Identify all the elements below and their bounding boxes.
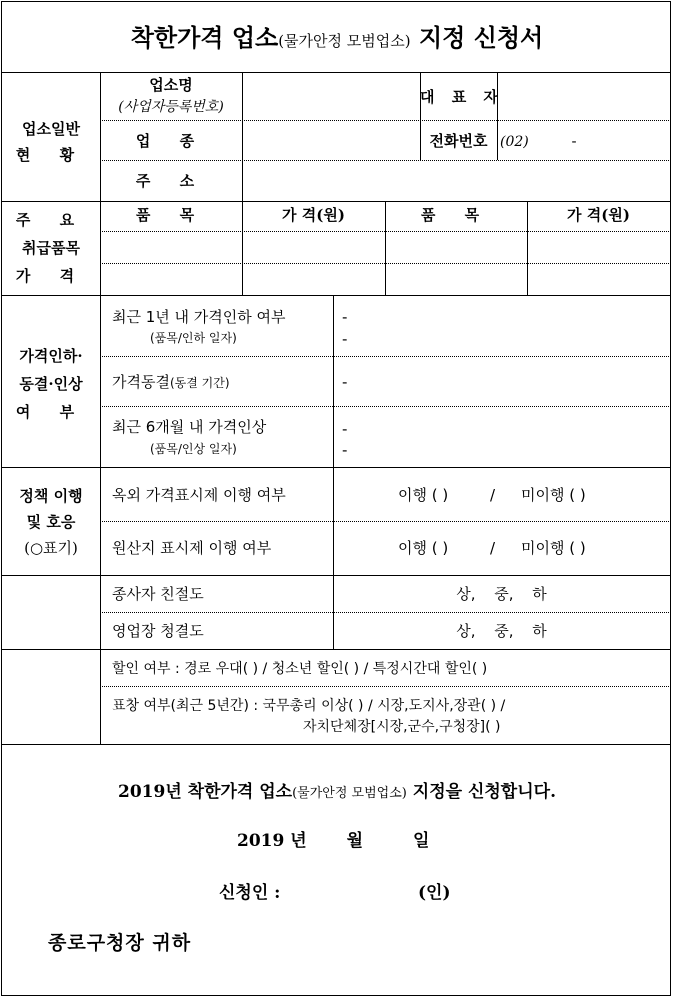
application-statement-paren: (물가안정 모범업소) — [292, 786, 407, 801]
origin-label: 원산지 표시제 이행 여부 — [112, 539, 272, 557]
cleanliness-rating[interactable]: 상, 중, 하 — [456, 622, 547, 640]
price-freeze-label-main: 가격동결 — [112, 373, 170, 391]
price-cut-sub: (품목/인하 일자) — [150, 331, 237, 345]
date-month: 월 — [346, 831, 364, 851]
price-rise-dash-2[interactable]: - — [342, 441, 348, 459]
biz-reg-no-label: (사업자등록번호) — [118, 99, 224, 115]
item-cell[interactable] — [386, 232, 526, 262]
price-change-label-1: 가격인하· — [19, 347, 83, 365]
form-title-main: 착한가격 업소 — [130, 23, 279, 52]
address-label: 주 소 — [135, 172, 207, 190]
price-cut-label: 최근 1년 내 가격인하 여부 — [112, 308, 286, 326]
item-cell[interactable] — [101, 264, 241, 294]
col-item-2: 품 목 — [420, 206, 492, 224]
items-section-label-2: 취급품목 — [22, 239, 80, 257]
price-change-section-label — [2, 342, 100, 426]
price-change-label-2: 동결·인상 — [19, 375, 83, 393]
application-statement — [0, 783, 674, 803]
kindness-rating[interactable]: 상, 중, 하 — [456, 585, 547, 603]
application-statement-main: 2019년 착한가격 업소 — [118, 782, 293, 802]
outdoor-price-label: 옥외 가격표시제 이행 여부 — [112, 486, 286, 504]
applicant-seal[interactable]: (인) — [418, 883, 451, 903]
business-type-field[interactable] — [243, 121, 419, 159]
col-price-2: 가 격(원) — [567, 206, 630, 224]
outdoor-comply-option[interactable]: 이행 ( ) — [398, 486, 449, 504]
applicant-label: 신청인 : — [219, 883, 281, 903]
form-title — [0, 18, 674, 61]
items-section-label — [2, 206, 100, 290]
price-cell[interactable] — [528, 232, 670, 262]
business-type-label: 업 종 — [135, 132, 207, 150]
business-name-field[interactable] — [243, 73, 419, 119]
policy-label-2: 및 호응 — [26, 513, 76, 531]
policy-section-label — [2, 483, 100, 561]
general-section-label-2: 현 황 — [15, 146, 87, 164]
items-section-label-1: 주 요 — [15, 211, 87, 229]
general-section-label-1: 업소일반 — [22, 120, 80, 138]
price-freeze-label — [112, 373, 230, 392]
col-item-1: 품 목 — [135, 206, 207, 224]
price-rise-label: 최근 6개월 내 가격인상 — [112, 418, 267, 436]
phone-area-code: (02) — [500, 134, 529, 150]
representative-field[interactable] — [498, 73, 670, 119]
origin-slash: / — [490, 539, 496, 557]
representative-label: 대 표 자 — [420, 88, 504, 106]
price-rise-sub: (품목/인상 일자) — [150, 442, 237, 456]
cleanliness-label: 영업장 청결도 — [112, 622, 204, 640]
price-cut-dash-2[interactable]: - — [342, 330, 348, 348]
application-date[interactable] — [237, 832, 429, 850]
date-day: 일 — [412, 831, 430, 851]
general-section-label — [2, 116, 100, 168]
price-cell[interactable] — [243, 232, 384, 262]
items-section-label-3: 가 격 — [15, 267, 87, 285]
price-freeze-sub: (동결 기간) — [169, 376, 230, 390]
date-year: 2019 년 — [237, 831, 307, 851]
policy-label-1: 정책 이행 — [19, 487, 83, 505]
award-line-2[interactable]: 자치단체장[시장,군수,구청장]( ) — [303, 719, 501, 735]
form-title-tail: 지정 신청서 — [418, 23, 544, 52]
policy-label-3: (○표기) — [24, 539, 78, 557]
price-change-label-3: 여 부 — [15, 403, 87, 421]
kindness-label: 종사자 친절도 — [112, 585, 204, 603]
outdoor-not-comply-option[interactable]: 미이행 ( ) — [521, 486, 586, 504]
phone-dash: - — [571, 132, 577, 150]
address-field[interactable] — [243, 161, 670, 200]
application-statement-tail: 지정을 신청합니다. — [412, 782, 556, 802]
discount-line[interactable]: 할인 여부 : 경로 우대( ) / 청소년 할인( ) / 특정시간대 할인( ) — [112, 661, 488, 677]
phone-field[interactable] — [500, 132, 670, 151]
award-line-1[interactable]: 표창 여부(최근 5년간) : 국무총리 이상( ) / 시장,도지사,장관( ) / — [112, 698, 506, 714]
recipient-line: 종로구청장 귀하 — [48, 932, 192, 954]
item-cell[interactable] — [101, 232, 241, 262]
price-cell[interactable] — [243, 264, 384, 294]
price-rise-dash-1[interactable]: - — [342, 420, 348, 438]
outdoor-slash: / — [490, 486, 496, 504]
phone-label: 전화번호 — [429, 132, 488, 150]
price-cut-dash-1[interactable]: - — [342, 308, 348, 326]
form-title-paren: (물가안정 모범업소) — [278, 32, 411, 50]
price-freeze-dash[interactable]: - — [342, 373, 348, 391]
origin-not-comply-option[interactable]: 미이행 ( ) — [521, 539, 586, 557]
item-cell[interactable] — [386, 264, 526, 294]
col-price-1: 가 격(원) — [282, 206, 345, 224]
origin-comply-option[interactable]: 이행 ( ) — [398, 539, 449, 557]
business-name-label: 업소명 — [149, 76, 193, 94]
price-cell[interactable] — [528, 264, 670, 294]
